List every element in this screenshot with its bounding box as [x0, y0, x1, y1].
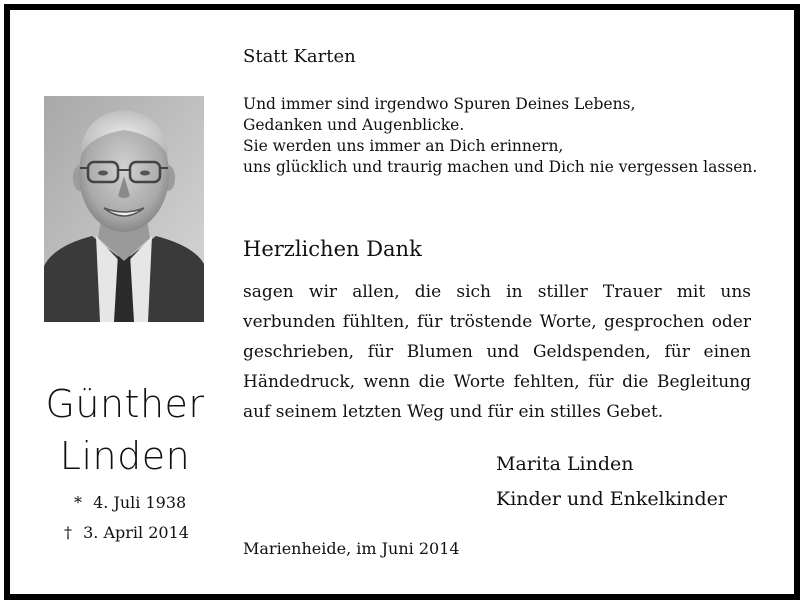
birth-date: 4. Juli 1938 [93, 493, 187, 512]
thanks-line: Händedruck, wenn die Worte fehlten, für die Begleitung [243, 372, 751, 392]
poem-block [243, 94, 763, 178]
poem-line: Gedanken und Augenblicke. [243, 116, 465, 134]
thanks-line: verbunden fühlten, für tröstende Worte, gesprochen oder [243, 312, 751, 332]
thanks-line: geschrieben, für Blumen und Geldspenden, für einen [243, 342, 751, 362]
thanks-title: Herzlichen Dank [243, 237, 422, 261]
death-cross-icon: † [64, 523, 72, 542]
signer-name: Marita Linden [496, 453, 634, 475]
portrait-photo [44, 96, 204, 322]
death-date: 3. April 2014 [83, 523, 189, 542]
poem-line: Sie werden uns immer an Dich erinnern, [243, 137, 564, 155]
notice-header: Statt Karten [243, 46, 356, 67]
signer-family: Kinder und Enkelkinder [496, 488, 727, 510]
deceased-last-name: Linden [59, 434, 191, 478]
thanks-paragraph [243, 277, 751, 427]
place-date: Marienheide, im Juni 2014 [243, 539, 460, 558]
death-date-line [64, 523, 189, 543]
deceased-first-name: Günther [45, 382, 205, 426]
thanks-line: sagen wir allen, die sich in stiller Trauer mit uns [243, 282, 751, 302]
birth-star-icon: * [74, 493, 82, 512]
poem-line: uns glücklich und traurig machen und Dich nie vergessen lassen. [243, 158, 758, 176]
thanks-line: auf seinem letzten Weg und für ein stilles Gebet. [243, 402, 664, 422]
poem-line: Und immer sind irgendwo Spuren Deines Lebens, [243, 95, 636, 113]
birth-date-line [74, 493, 186, 513]
